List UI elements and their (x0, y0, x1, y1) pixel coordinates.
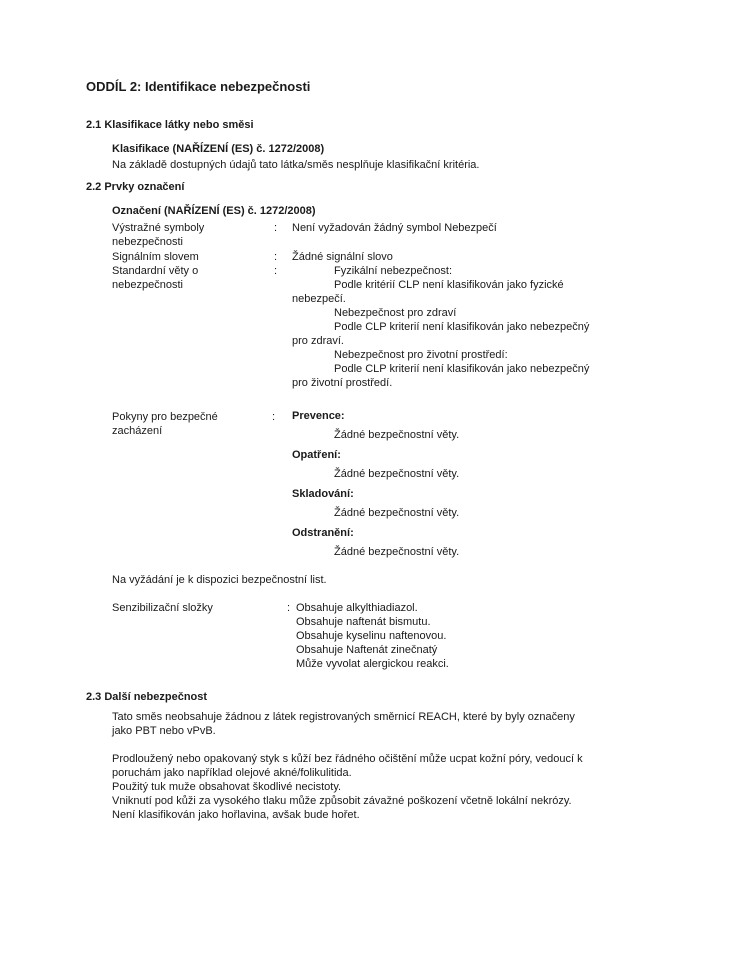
hazard-line: Není klasifikován jako hořlavina, avšak bude hořet. (112, 809, 360, 821)
precaution-type: Skladování: (292, 488, 354, 500)
precaution-value: Žádné bezpečnostní věty. (334, 429, 460, 441)
section-title: ODDÍL 2: Identifikace nebezpečnosti (86, 79, 311, 94)
sens-line: Obsahuje Naftenát zinečnatý (296, 644, 438, 656)
hstatements-label (112, 264, 198, 292)
sens-line: Obsahuje kyselinu naftenovou. (296, 630, 447, 642)
h-line: Nebezpečnost pro zdraví (334, 307, 457, 319)
symbols-value: Není vyžadován žádný symbol Nebezpečí (292, 222, 497, 234)
h-line: nebezpečí. (292, 293, 346, 305)
symbols-colon: : (274, 222, 278, 234)
h-line: Nebezpečnost pro životní prostředí: (334, 349, 508, 361)
h-line: Podle kritérií CLP není klasifikován jako fyzické (334, 279, 564, 291)
symbols-label-line: Výstražné symboly (112, 222, 205, 234)
symbols-label (112, 221, 204, 249)
precaution-type: Opatření: (292, 449, 341, 461)
classification-subheading: Klasifikace (NAŘÍZENÍ (ES) č. 1272/2008) (112, 143, 325, 155)
hazard-line: Prodloužený nebo opakovaný styk s kůží bez řádného očištění může ucpat kožní póry, vedoucí k (112, 753, 583, 765)
hazard-text (112, 752, 583, 822)
hazard-line: Vniknutí pod kůži za vysokého tlaku může způsobit závažné poškození včetně lokální nekrózy. (112, 795, 572, 807)
sens-colon: : (287, 602, 291, 614)
signal-value: Žádné signální slovo (292, 251, 393, 263)
heading-2-3: 2.3 Další nebezpečnost (86, 691, 208, 703)
hstatements-colon: : (274, 265, 278, 277)
h-line: Podle CLP kriterií není klasifikován jako nebezpečný (334, 363, 590, 375)
hstatements-label-line: Standardní věty o (112, 265, 199, 277)
precaution-label (112, 410, 218, 438)
sens-line: Obsahuje naftenát bismutu. (296, 616, 431, 628)
sens-line: Obsahuje alkylthiadiazol. (296, 602, 418, 614)
hazard-line: Použitý tuk muže obsahovat škodlivé necistoty. (112, 781, 342, 793)
precaution-value: Žádné bezpečnostní věty. (334, 546, 460, 558)
pbt-line: jako PBT nebo vPvB. (112, 725, 216, 737)
heading-2-1: 2.1 Klasifikace látky nebo směsi (86, 119, 254, 131)
hstatements-label-line: nebezpečnosti (112, 279, 183, 291)
h-line: Podle CLP kriterií není klasifikován jako nebezpečný (334, 321, 590, 333)
signal-colon: : (274, 251, 278, 263)
pbt-text (112, 710, 575, 738)
precaution-label-line: Pokyny pro bezpečné (112, 411, 218, 423)
sens-line: Může vyvolat alergickou reakci. (296, 658, 449, 670)
sheet-note: Na vyžádání je k dispozici bezpečnostní list. (112, 574, 327, 586)
symbols-label-line: nebezpečnosti (112, 236, 183, 248)
sens-label: Senzibilizační složky (112, 602, 213, 614)
pbt-line: Tato směs neobsahuje žádnou z látek registrovaných směrnicí REACH, které by byly označeny (112, 711, 575, 723)
precaution-colon: : (272, 411, 276, 423)
labelling-subheading: Označení (NAŘÍZENÍ (ES) č. 1272/2008) (112, 205, 316, 217)
h-line: pro životní prostředí. (292, 377, 393, 389)
heading-2-2: 2.2 Prvky označení (86, 181, 185, 193)
precaution-type: Prevence: (292, 410, 345, 422)
h-line: pro zdraví. (292, 335, 344, 347)
classification-text: Na základě dostupných údajů tato látka/směs nesplňuje klasifikační kritéria. (112, 159, 480, 171)
h-line: Fyzikální nebezpečnost: (334, 265, 453, 277)
precaution-label-line: zacházení (112, 425, 163, 437)
signal-label: Signálním slovem (112, 251, 199, 263)
precaution-value: Žádné bezpečnostní věty. (334, 507, 460, 519)
precaution-type: Odstranění: (292, 527, 354, 539)
precaution-value: Žádné bezpečnostní věty. (334, 468, 460, 480)
hazard-line: poruchám jako například olejové akné/folikulitida. (112, 767, 352, 779)
